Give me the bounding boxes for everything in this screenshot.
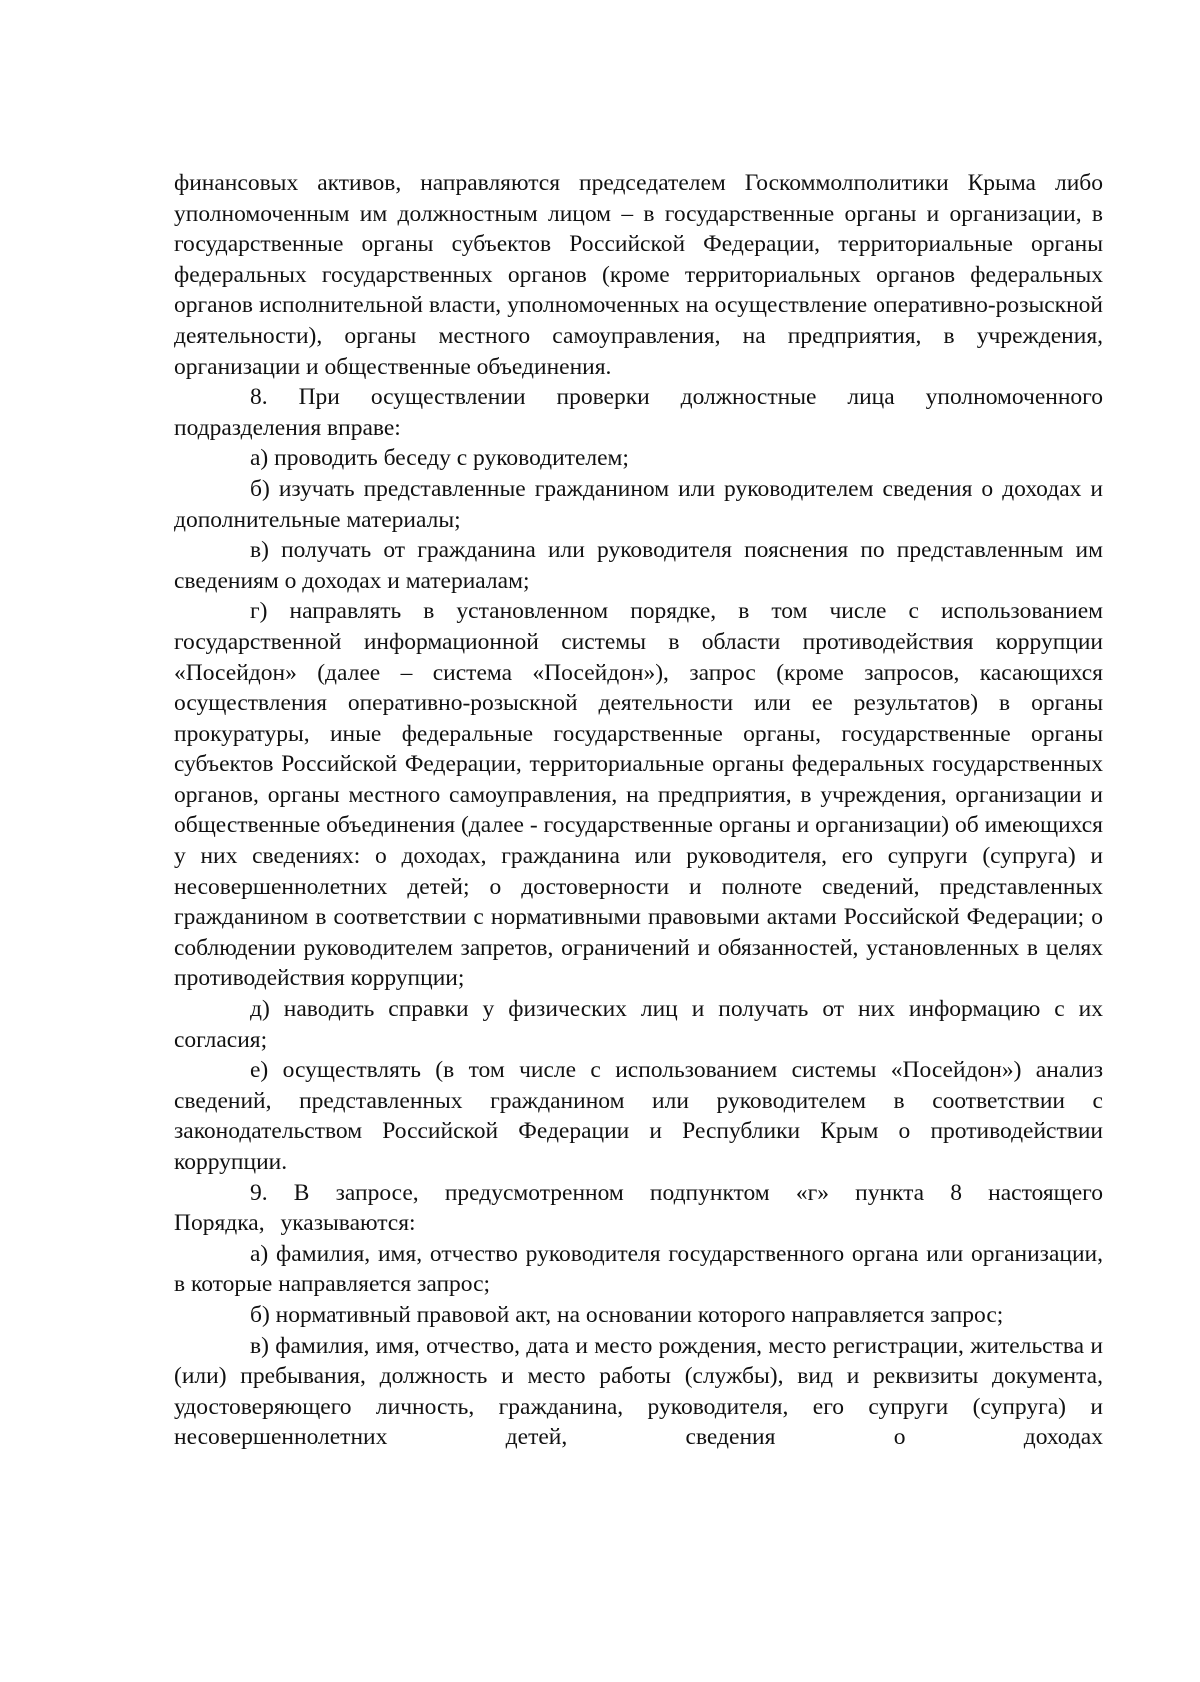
paragraph-item-9a: а) фамилия, имя, отчество руководителя государственного органа или организации, в которые направляется запрос; [174, 1240, 1103, 1298]
paragraph-item-8b: б) изучать представленные гражданином или руководителем сведения о доходах и дополнительные материалы; [174, 475, 1103, 533]
paragraph-item-9b: б) нормативный правовой акт, на основании которого направляется запрос; [250, 1301, 1004, 1328]
paragraph-item-8g: г) направлять в установленном порядке, в том числе с использованием государственной информационной системы в области противодействия коррупции «Посейдон» (далее – система «Посейдон»), запрос (кроме запросов, касающихся осуществления оперативно-розыскной деятельности или ее результатов) в органы прокуратуры, иные федеральные государственные органы, государственные органы субъектов Российской Федерации, территориальные органы федеральных государственных органов, органы местного самоуправления, на предприятия, в учреждения, организации и общественные объединения (далее - государственные органы и организации) об имеющихся у них сведениях: о доходах, гражданина или руководителя, его супруги (супруга) и несовершеннолетних детей; о достоверности и полноте сведений, представленных гражданином в соответствии с нормативными правовыми актами Российской Федерации; о соблюдении руководителем запретов, ограничений и обязанностей, установленных в целях противодействия коррупции; [174, 598, 1103, 992]
document-text-body [174, 168, 1103, 1453]
paragraph-item-9v: в) фамилия, имя, отчество, дата и место рождения, место регистрации, жительства и (или) пребывания, должность и место работы (службы), вид и реквизиты документа, удостоверяющего личность, гражданина, руководителя, его супруги (супруга) и несовершеннолетних детей, сведения о доходах [174, 1332, 1103, 1451]
paragraph-item-8d: д) наводить справки у физических лиц и получать от них информацию с их согласия; [174, 996, 1103, 1053]
paragraph-item-8a: а) проводить беседу с руководителем; [250, 445, 629, 472]
paragraph-item-8e: е) осуществлять (в том числе с использованием системы «Посейдон») анализ сведений, представленных гражданином или руководителем в соответствии с законодательством Российской Федерации и Республики Крым о противодействии коррупции. [174, 1057, 1103, 1175]
paragraph-item-8: 8. При осуществлении проверки должностные лица уполномоченного подразделения вправе: [174, 384, 1103, 441]
paragraph-item-8v: в) получать от гражданина или руководителя пояснения по представленным им сведениям о доходах и материалам; [174, 537, 1103, 594]
paragraph-item-9: 9. В запросе, предусмотренном подпунктом «г» пункта 8 настоящего Порядка, указываются: [174, 1179, 1103, 1237]
paragraph-continuation-financial-assets: финансовых активов, направляются председателем Госкоммолполитики Крыма либо уполномоченным им должностным лицом – в государственные органы и организации, в государственные органы субъектов Российской Федерации, территориальные органы федеральных государственных органов (кроме территориальных органов федеральных органов исполнительной власти, уполномоченных на осуществление оперативно-розыскной деятельности), органы местного самоуправления, на предприятия, в учреждения, организации и общественные объединения. [174, 170, 1103, 380]
